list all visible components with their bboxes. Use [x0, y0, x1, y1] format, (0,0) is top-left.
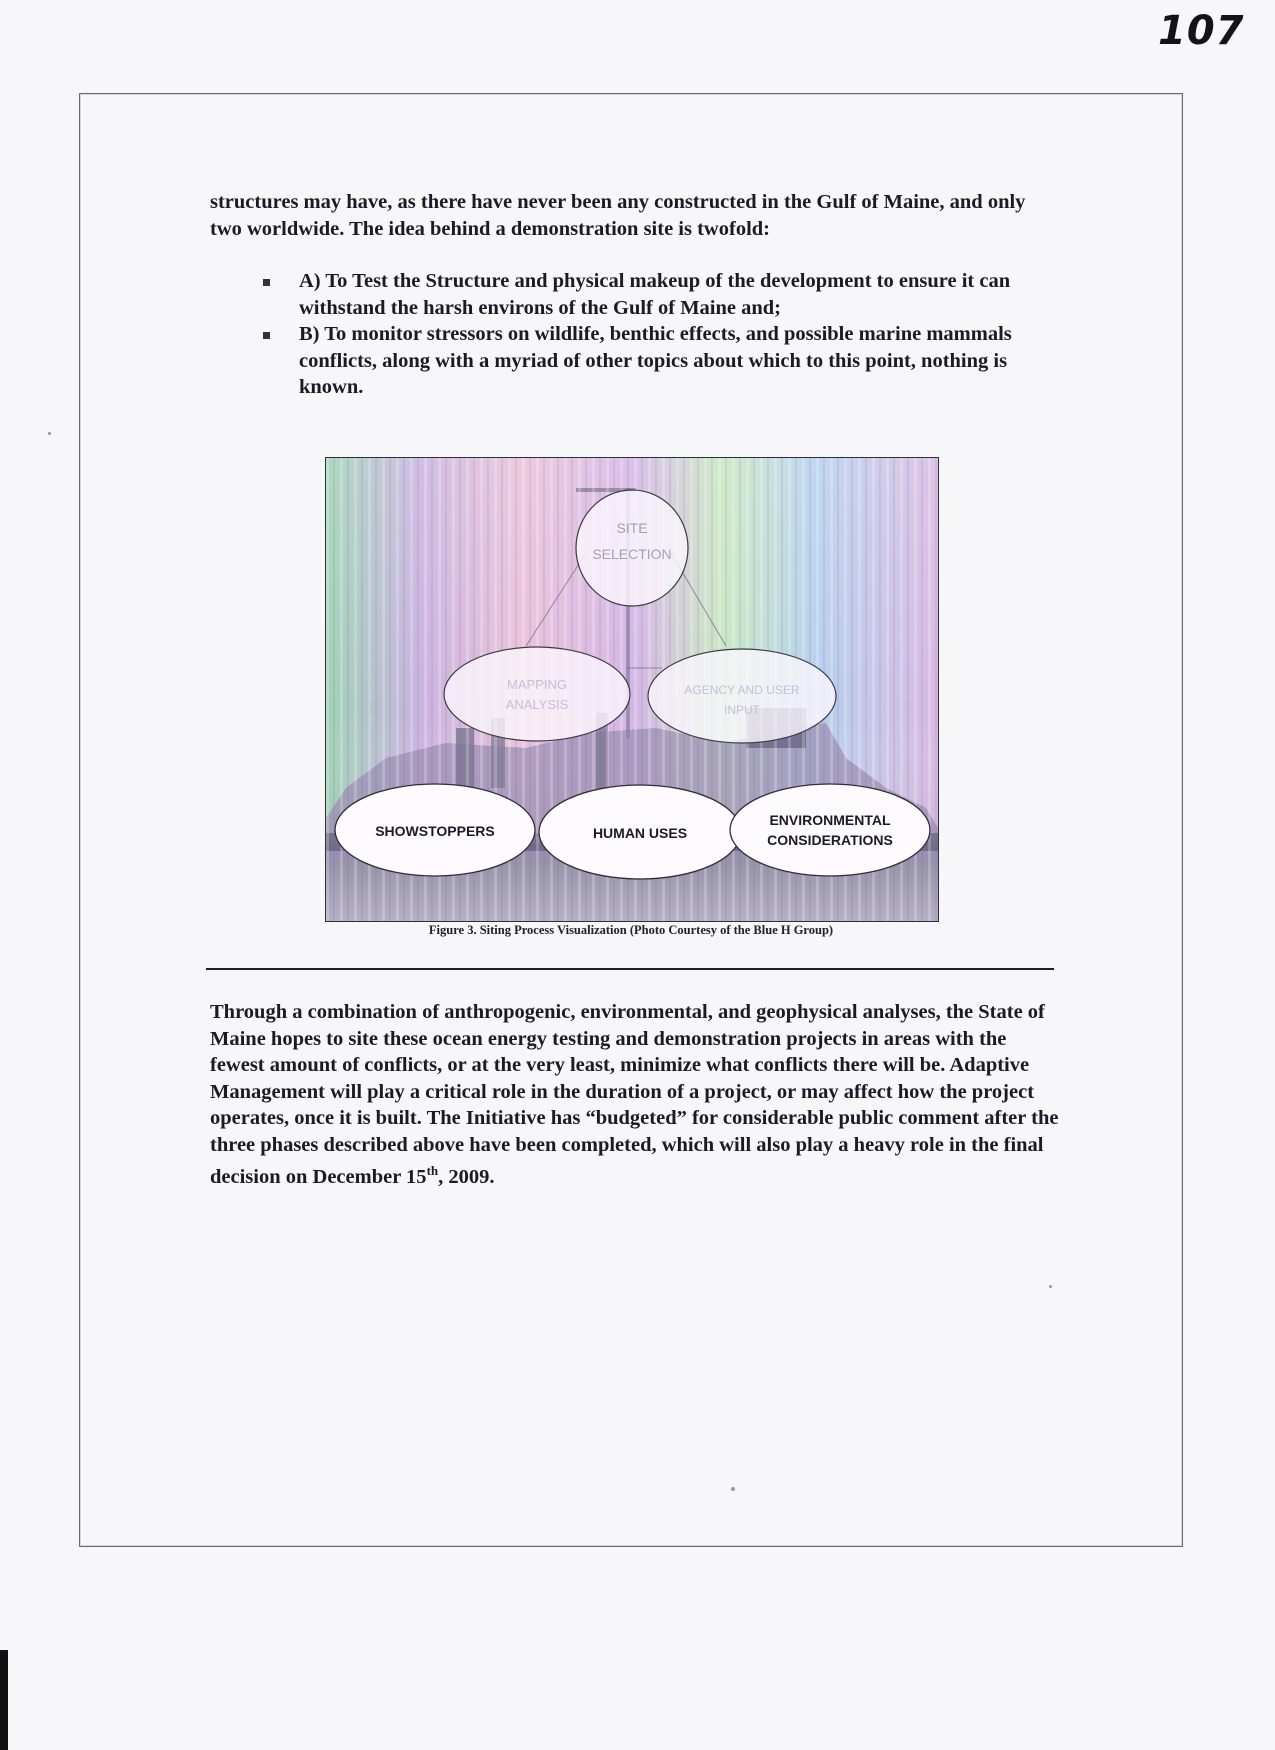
bullet-list [258, 268, 1058, 401]
node-label: ENVIRONMENTAL [769, 812, 891, 828]
node-label: SITE [616, 520, 648, 536]
square-bullet-icon [263, 332, 270, 339]
node-label: SELECTION [592, 546, 672, 562]
bullet-item [258, 321, 1058, 401]
node-site-selection [576, 490, 688, 606]
horizontal-rule [206, 968, 1054, 970]
scan-speck [48, 432, 51, 435]
node-agency-user-input [648, 649, 836, 743]
page-number: 107 [1158, 8, 1245, 54]
square-bullet-icon [263, 279, 270, 286]
bullet-text: B) To monitor stressors on wildlife, benthic effects, and possible marine mammals conflicts, along with a myriad of other topics about which to this point, nothing is known. [299, 323, 1012, 398]
node-environmental-considerations [730, 784, 930, 876]
node-label: HUMAN USES [592, 825, 688, 841]
scan-edge-mark [0, 1650, 8, 1750]
intro-paragraph: structures may have, as there have never been any constructed in the Gulf of Maine, and only two worldwide. The idea behind a demonstration site is twofold: [210, 191, 1026, 240]
closing-text: Through a combination of anthropogenic, environmental, and geophysical analyses, the State of Maine hopes to site these ocean energy testing and demonstration projects in areas with the fewest amount of conflicts, or at the very least, minimize what conflicts there will be. Adaptive Management will play a critical role in the duration of a project, or may affect how the project operates, once it is built. The Initiative has “budgeted” for considerable public comment after the three phases described above have been completed, which will also play a heavy role in the final decision on December 15 [210, 1001, 1059, 1188]
siting-process-figure [325, 457, 939, 922]
ordinal-suffix: th [426, 1163, 439, 1178]
node-label: INPUT [724, 703, 760, 717]
node-human-uses [539, 785, 741, 879]
bullet-text: A) To Test the Structure and physical makeup of the development to ensure it can withstand the harsh environs of the Gulf of Maine and; [299, 270, 1011, 319]
node-label: SHOWSTOPPERS [375, 823, 495, 839]
scan-speck [731, 1487, 735, 1491]
node-label: MAPPING [507, 677, 567, 692]
scan-speck [1049, 1285, 1052, 1288]
node-label: AGENCY AND USER [684, 683, 800, 697]
siting-diagram [326, 458, 938, 921]
node-label: CONSIDERATIONS [767, 832, 893, 848]
closing-end: , 2009. [438, 1165, 495, 1188]
node-mapping-analysis [444, 647, 630, 741]
closing-paragraph [210, 999, 1060, 1190]
node-label: ANALYSIS [505, 697, 569, 712]
figure-caption: Figure 3. Siting Process Visualization (Photo Courtesy of the Blue H Group) [428, 923, 834, 937]
node-showstoppers [335, 784, 535, 876]
bullet-item [258, 268, 1058, 321]
